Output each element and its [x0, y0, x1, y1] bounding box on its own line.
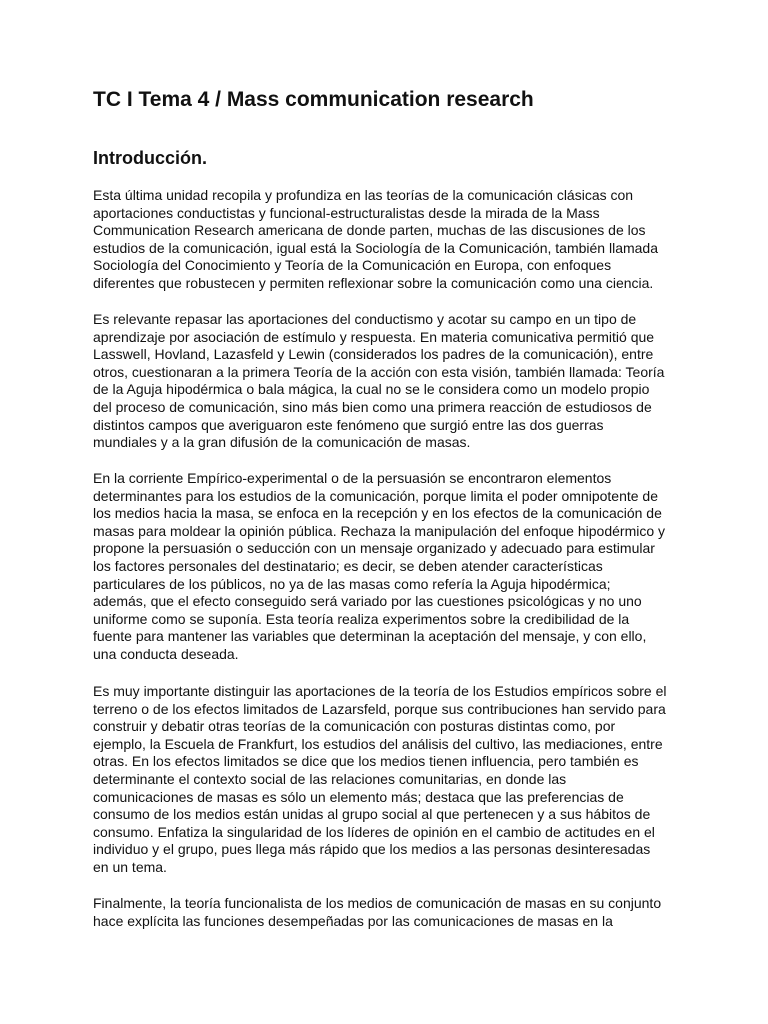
paragraph-line: particulares de los públicos, no ya de las masas como refería la Aguja hipodérmica;: [93, 575, 611, 592]
paragraph-line: además, que el efecto conseguido será variado por las cuestiones psicológicas y no uno: [93, 593, 642, 610]
paragraph-line: mundiales y a la gran difusión de la comunicación de masas.: [93, 434, 471, 451]
paragraph-line: masas para moldear la opinión pública. Rechaza la manipulación del enfoque hipodérmico y: [93, 522, 666, 539]
paragraph-line: Finalmente, la teoría funcionalista de los medios de comunicación de masas en su conjunto: [93, 895, 662, 911]
paragraph-line: terreno o de los efectos limitados de Lazarsfeld, porque sus contribuciones han servido para: [93, 700, 666, 717]
paragraph-line: Esta última unidad recopila y profundiza en las teorías de la comunicación clásicas con: [93, 187, 634, 203]
paragraph-line: ejemplo, la Escuela de Frankfurt, los estudios del análisis del cultivo, las mediaciones, entre: [93, 735, 663, 752]
paragraph-line: fuente para mantener las variables que determinan la aceptación del mensaje, y con ello,: [93, 628, 647, 645]
paragraph-line: estudios de la comunicación, igual está la Sociología de la Comunicación, también llamada: [93, 239, 658, 256]
paragraph: [93, 895, 661, 930]
paragraph-line: En la corriente Empírico-experimental o de la persuasión se encontraron elementos: [93, 470, 612, 486]
paragraph-line: Sociología del Conocimiento y Teoría de la Comunicación en Europa, con enfoques: [93, 257, 612, 274]
paragraph-line: los medios hacia la masa, se enfoca en la recepción y en los efectos de la comunicación de: [93, 505, 662, 522]
paragraph-line: uniforme como se suponía. Esta teoría realiza experimentos sobre la credibilidad de la: [93, 610, 630, 627]
paragraph: [93, 187, 658, 293]
paragraph-line: Es muy importante distinguir las aportaciones de la teoría de los Estudios empíricos sobre el: [93, 683, 667, 699]
paragraph-line: aprendizaje por asociación de estímulo y respuesta. En materia comunicativa permitió que: [93, 328, 655, 345]
paragraph-line: propone la persuasión o seducción con un mensaje organizado y adecuado para estimular: [93, 540, 655, 557]
paragraph-line: una conducta deseada.: [93, 645, 239, 662]
paragraph-line: comunicaciones de masas es sólo un elemento más; destaca que las preferencias de: [93, 788, 624, 805]
paragraph-line: individuo y el grupo, pues llega más rápido que los medios a las personas desinteresadas: [93, 841, 651, 858]
paragraph: [93, 311, 664, 452]
paragraph-line: determinante el contexto social de las relaciones comunitarias, en donde las: [93, 770, 567, 787]
document-title: TC I Tema 4 / Mass communication research: [93, 88, 534, 111]
paragraph-line: otras. En los efectos limitados se dice que los medios tienen influencia, pero también es: [93, 753, 639, 770]
paragraph-line: de la Aguja hipodérmica o bala mágica, la cual no se le considera como un modelo propio: [93, 381, 650, 398]
paragraph-line: Lasswell, Hovland, Lazasfeld y Lewin (considerados los padres de la comunicación), entre: [93, 346, 654, 363]
paragraph-line: del proceso de comunicación, sino más bien como una primera reacción de estudiosos de: [93, 398, 652, 415]
paragraph-line: en un tema.: [93, 858, 167, 875]
paragraph: [93, 683, 667, 877]
paragraph-line: determinantes para los estudios de la comunicación, porque limita el poder omnipotente de: [93, 487, 659, 504]
paragraph-line: hace explícita las funciones desempeñadas por las comunicaciones de masas en la: [93, 912, 613, 929]
paragraph-line: consumo de los medios están unidas al grupo social al que pertenecen y a sus hábitos de: [93, 806, 651, 823]
paragraph-line: construir y debatir otras teorías de la comunicación con posturas distintas como, por: [93, 718, 616, 735]
paragraph-line: diferentes que robustecen y permiten reflexionar sobre la comunicación como una ciencia.: [93, 274, 654, 291]
paragraph-line: aportaciones conductistas y funcional-estructuralistas desde la mirada de la Mass: [93, 204, 600, 221]
paragraph-line: otros, cuestionaran a la primera Teoría de la acción con esta visión, también llamada: Teoría: [93, 363, 665, 380]
paragraph-line: Communication Research americana de donde parten, muchas de las discusiones de los: [93, 222, 646, 239]
paragraph-line: consumo. Enfatiza la singularidad de los líderes de opinión en el cambio de actitudes en el: [93, 823, 655, 840]
paragraph: [93, 470, 665, 664]
paragraph-line: distintos campos que averiguaron este fenómeno que surgió entre las dos guerras: [93, 416, 604, 433]
paragraph-line: Es relevante repasar las aportaciones del conductismo y acotar su campo en un tipo de: [93, 311, 637, 327]
paragraph-line: los factores personales del destinatario; es decir, se deben atender características: [93, 557, 603, 574]
section-heading: Introducción.: [93, 148, 207, 168]
